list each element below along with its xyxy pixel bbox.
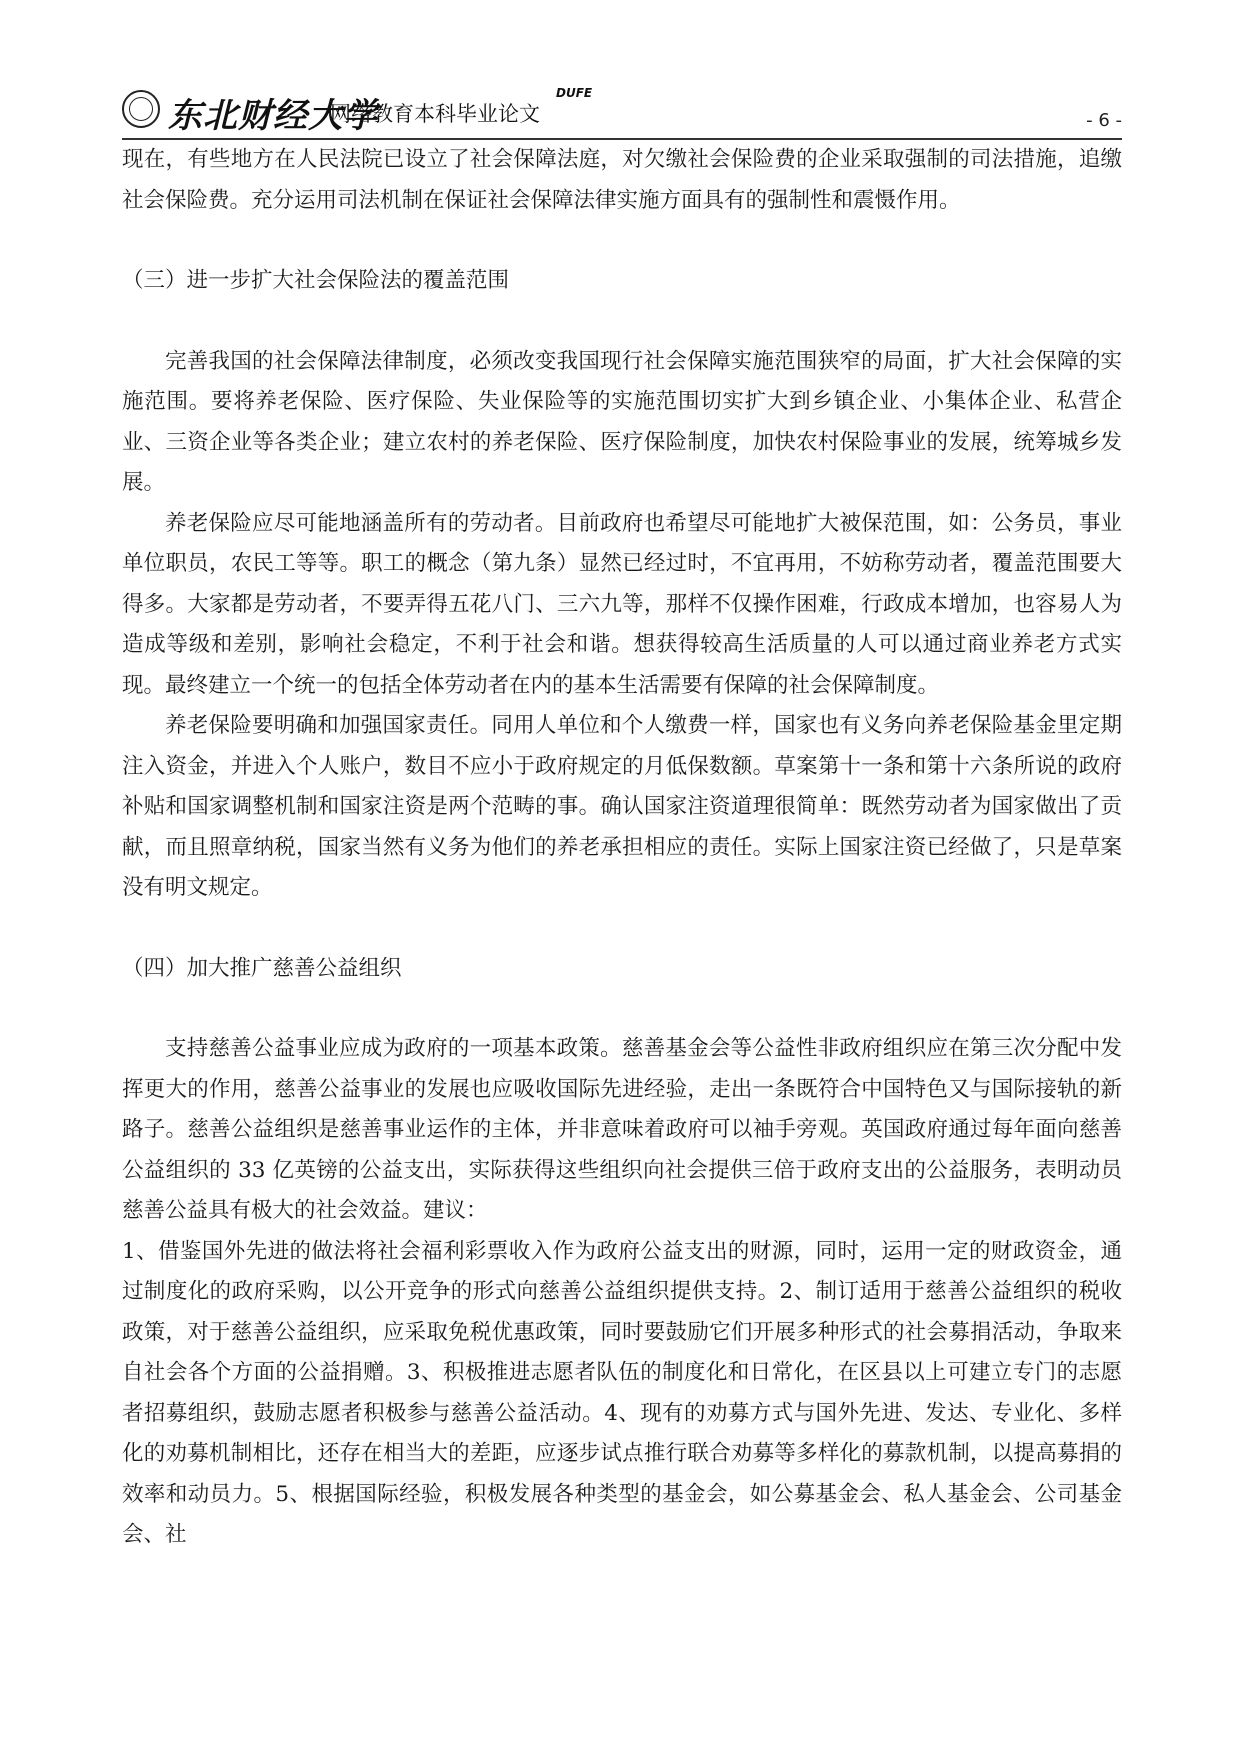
- paragraph-s3-2: 养老保险应尽可能地涵盖所有的劳动者。目前政府也希望尽可能地扩大被保范围，如：公务员，事业单位职员，农民工等等。职工的概念（第九条）显然已经过时，不宜再用，不妨称劳动者，覆盖范围要大得多。大家都是劳动者，不要弄得五花八门、三六九等，那样不仅操作困难，行政成本增加，也容易人为造成等级和差别，影响社会稳定，不利于社会和谐。想获得较高生活质量的人可以通过商业养老方式实现。最终建立一个统一的包括全体劳动者在内的基本生活需要有保障的社会保障制度。: [122, 510, 1122, 698]
- document-body: [122, 140, 1122, 1556]
- section-heading-3: （三）进一步扩大社会保险法的覆盖范围: [122, 268, 510, 293]
- page-number: - 6 -: [1086, 110, 1122, 131]
- university-name: 东北财经大学: [168, 96, 378, 136]
- paragraph-intro: 现在，有些地方在人民法院已设立了社会保障法庭，对欠缴社会保险费的企业采取强制的司法措施，追缴社会保险费。充分运用司法机制在保证社会保障法律实施方面具有的强制性和震慑作用。: [122, 147, 1122, 213]
- dufe-logo: DUFE: [556, 86, 593, 100]
- paragraph-s4-1: 支持慈善公益事业应成为政府的一项基本政策。慈善基金会等公益性非政府组织应在第三次分配中发挥更大的作用，慈善公益事业的发展也应吸收国际先进经验，走出一条既符合中国特色又与国际接轨的新路子。慈善公益组织是慈善事业运作的主体，并非意味着政府可以袖手旁观。英国政府通过每年面向慈善公益组织的 33 亿英镑的公益支出，实际获得这些组织向社会提供三倍于政府支出的公益服务，表明动员慈善公益具有极大的社会效益。建议：: [122, 1036, 1122, 1223]
- paragraph-s3-1: 完善我国的社会保障法律制度，必须改变我国现行社会保障实施范围狭窄的局面，扩大社会保障的实施范围。要将养老保险、医疗保险、失业保险等的实施范围切实扩大到乡镇企业、小集体企业、私营企业、三资企业等各类企业；建立农村的养老保险、医疗保险制度，加快农村保险事业的发展，统筹城乡发展。: [122, 348, 1122, 495]
- university-seal-icon: [122, 90, 160, 128]
- thesis-label: 网络教育本科毕业论文: [330, 102, 540, 126]
- paragraph-s4-2: 1、借鉴国外先进的做法将社会福利彩票收入作为政府公益支出的财源，同时，运用一定的财政资金，通过制度化的政府采购，以公开竞争的形式向慈善公益组织提供支持。2、制订适用于慈善公益组织的税收政策，对于慈善公益组织，应采取免税优惠政策，同时要鼓励它们开展多种形式的社会募捐活动，争取来自社会各个方面的公益捐赠。3、积极推进志愿者队伍的制度化和日常化，在区县以上可建立专门的志愿者招募组织，鼓励志愿者积极参与慈善公益活动。4、现有的劝募方式与国外先进、发达、专业化、多样化的劝募机制相比，还存在相当大的差距，应逐步试点推行联合劝募等多样化的募款机制，以提高募捐的效率和动员力。5、根据国际经验，积极发展各种类型的基金会，如公募基金会、私人基金会、公司基金会、社: [122, 1238, 1122, 1547]
- paragraph-s3-3: 养老保险要明确和加强国家责任。同用人单位和个人缴费一样，国家也有义务向养老保险基金里定期注入资金，并进入个人账户，数目不应小于政府规定的月低保数额。草案第十一条和第十六条所说的政府补贴和国家调整机制和国家注资是两个范畴的事。确认国家注资道理很简单：既然劳动者为国家做出了贡献，而且照章纳税，国家当然有义务为他们的养老承担相应的责任。实际上国家注资已经做了，只是草案没有明文规定。: [122, 713, 1122, 900]
- section-heading-4: （四）加大推广慈善公益组织: [122, 955, 402, 981]
- page-header: [122, 84, 1122, 136]
